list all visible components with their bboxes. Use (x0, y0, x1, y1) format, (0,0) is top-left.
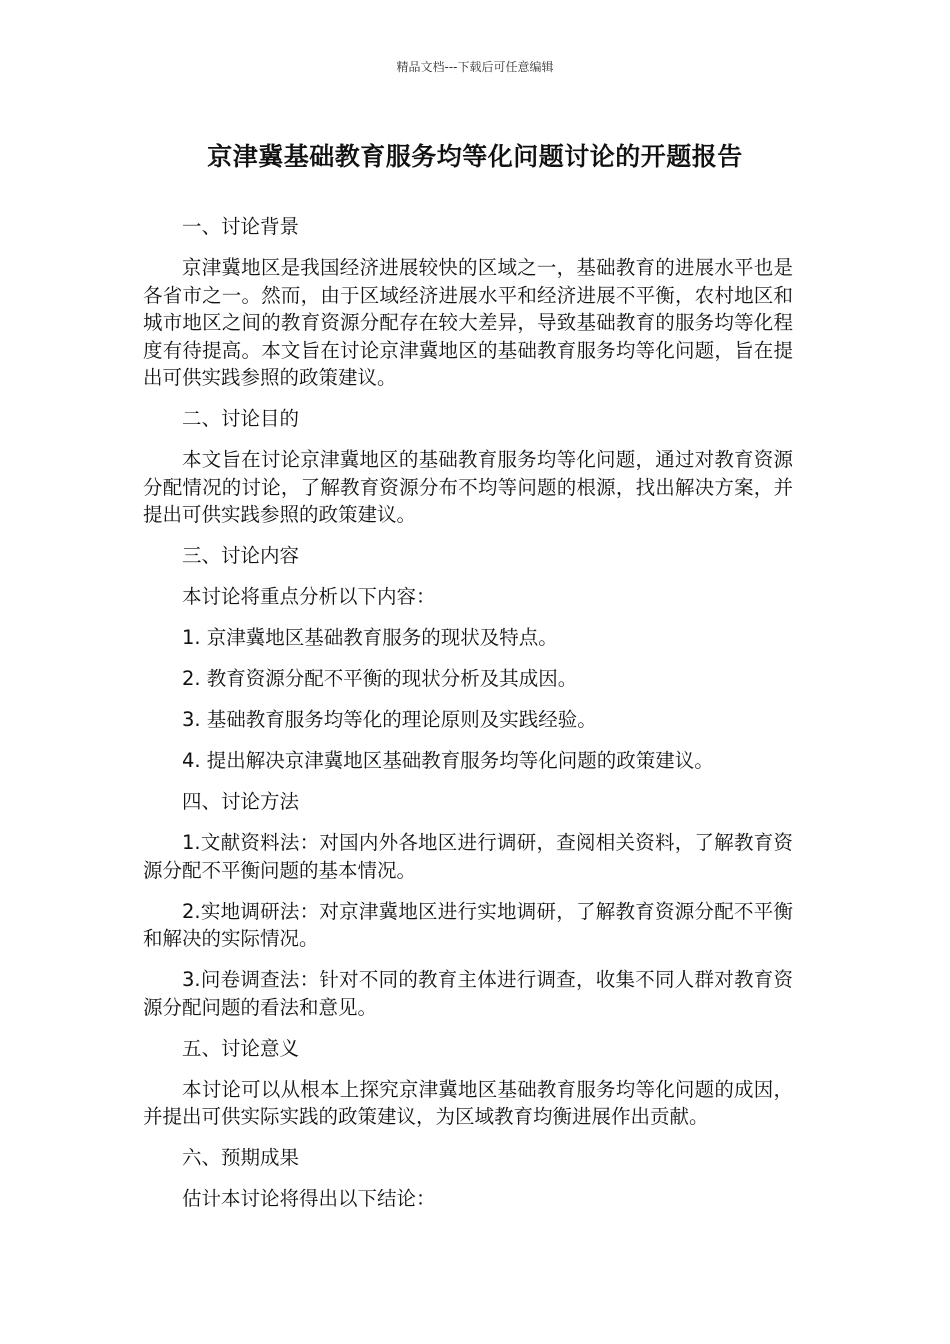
section-heading-background: 一、讨论背景 (182, 215, 300, 238)
section-heading-significance: 五、讨论意义 (182, 1036, 300, 1060)
list-item-method-1: 1.文献资料法：对国内外各地区进行调研，查阅相关资料，了解教育资源分配不平衡问题的基本情况。 (143, 831, 793, 882)
document-title: 京津冀基础教育服务均等化问题讨论的开题报告 (207, 142, 743, 171)
paragraph-outcomes-intro: 估计本讨论将得出以下结论： (182, 1187, 436, 1210)
list-item-content-2: 2. 教育资源分配不平衡的现状分析及其成因。 (182, 667, 578, 690)
paragraph-content-intro: 本讨论将重点分析以下内容： (182, 585, 436, 608)
document-body (143, 213, 793, 1226)
section-heading-content: 三、讨论内容 (182, 544, 300, 567)
section-heading-outcomes: 六、预期成果 (182, 1146, 300, 1169)
paragraph-background: 京津冀地区是我国经济进展较快的区域之一，基础教育的进展水平也是各省市之一。然而，由于区域经济进展水平和经济进展不平衡，农村地区和城市地区之间的教育资源分配存在较大差异，导致基础教育的服务均等化程度有待提高。本文旨在讨论京津冀地区的基础教育服务均等化问题，旨在提出可供实践参照的政策建议。 (143, 256, 793, 389)
list-item-content-4: 4. 提出解决京津冀地区基础教育服务均等化问题的政策建议。 (182, 749, 714, 772)
list-item-content-1: 1. 京津冀地区基础教育服务的现状及特点。 (182, 626, 558, 649)
list-item-content-3: 3. 基础教育服务均等化的理论原则及实践经验。 (182, 708, 597, 731)
list-item-method-2: 2.实地调研法：对京津冀地区进行实地调研，了解教育资源分配不平衡和解决的实际情况。 (143, 899, 793, 950)
paragraph-significance: 本讨论可以从根本上探究京津冀地区基础教育服务均等化问题的成因，并提出可供实际实践的政策建议，为区域教育均衡进展作出贡献。 (143, 1077, 793, 1128)
section-heading-purpose: 二、讨论目的 (182, 407, 300, 430)
section-heading-methods: 四、讨论方法 (182, 790, 300, 813)
paragraph-purpose: 本文旨在讨论京津冀地区的基础教育服务均等化问题，通过对教育资源分配情况的讨论，了解教育资源分布不均等问题的根源，找出解决方案，并提出可供实践参照的政策建议。 (143, 448, 793, 526)
list-item-method-3: 3.问卷调查法：针对不同的教育主体进行调查，收集不同人群对教育资源分配问题的看法和意见。 (143, 968, 793, 1019)
page-header: 精品文档---下载后可任意编辑 (396, 60, 554, 74)
